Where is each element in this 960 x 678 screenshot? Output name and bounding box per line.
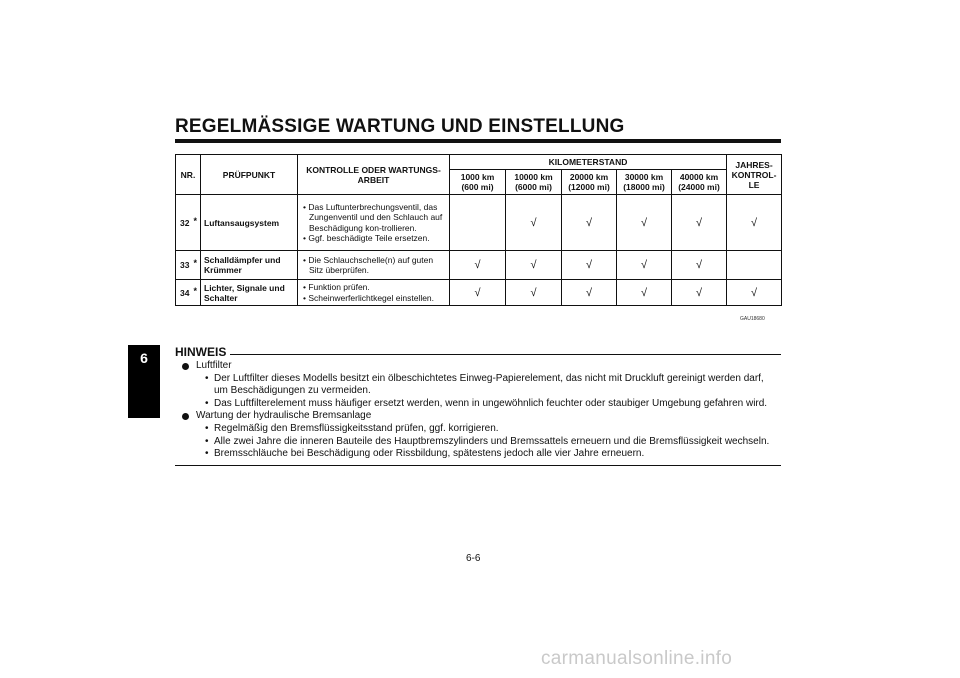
maintenance-table xyxy=(175,154,782,306)
header-nr: NR. xyxy=(176,155,201,195)
list-item: • Der Luftfilter dieses Modells besitzt ein ölbeschichtetes Einweg-Papierelement, das nicht mit Druckluft gereinigt werden darf, um Beschädigungen zu vermeiden. xyxy=(196,373,780,398)
check-cell xyxy=(727,251,782,280)
header-annual: JAHRES-KONTROL-LE xyxy=(727,155,782,195)
table-row xyxy=(176,280,782,306)
chapter-tab xyxy=(128,345,160,418)
header-km-3: 20000 km (12000 mi) xyxy=(562,170,617,195)
check-cell: √ xyxy=(617,280,672,306)
note-title-rule xyxy=(230,354,781,355)
check-cell: √ xyxy=(562,280,617,306)
check-cell: √ xyxy=(506,280,562,306)
page-number: 6-6 xyxy=(466,553,481,564)
header-km-5: 40000 km (24000 mi) xyxy=(672,170,727,195)
table-row xyxy=(176,195,782,251)
note-group xyxy=(182,360,780,410)
watermark-link[interactable]: carmanualsonline.info xyxy=(541,648,733,669)
table-header-row xyxy=(176,155,782,170)
list-item: • Alle zwei Jahre die inneren Bauteile des Hauptbremszylinders und Bremssattels erneuern und die Bremsflüssigkeit wechseln. xyxy=(196,436,780,449)
row-task: • Funktion prüfen. • Scheinwerferlichtkegel einstellen. xyxy=(298,280,450,306)
row-point: Lichter, Signale und Schalter xyxy=(201,280,298,306)
bullet-icon xyxy=(182,363,189,370)
note-body xyxy=(182,360,780,461)
check-cell: √ xyxy=(617,251,672,280)
note-bottom-rule xyxy=(175,465,781,466)
note-title: HINWEIS xyxy=(175,345,227,359)
check-cell xyxy=(450,195,506,251)
row-nr: 32 * xyxy=(176,195,201,251)
page-title: REGELMÄSSIGE WARTUNG UND EINSTELLUNG xyxy=(175,116,625,137)
table-row xyxy=(176,251,782,280)
header-task: KONTROLLE ODER WARTUNGS-ARBEIT xyxy=(298,155,450,195)
header-point: PRÜFPUNKT xyxy=(201,155,298,195)
title-rule xyxy=(175,139,781,143)
row-point: Luftansaugsystem xyxy=(201,195,298,251)
note-group-heading: Wartung der hydraulische Bremsanlage xyxy=(196,410,372,422)
list-item: • Bremsschläuche bei Beschädigung oder Rissbildung, spätestens jedoch alle vier Jahre erneuern. xyxy=(196,448,780,461)
list-item: • Das Luftfilterelement muss häufiger ersetzt werden, wenn in ungewöhnlich feuchter oder staubiger Umgebung gefahren wird. xyxy=(196,398,780,411)
list-item: • Regelmäßig den Bremsflüssigkeitsstand prüfen, ggf. korrigieren. xyxy=(196,423,780,436)
check-cell: √ xyxy=(672,280,727,306)
check-cell: √ xyxy=(727,280,782,306)
check-cell: √ xyxy=(672,195,727,251)
check-cell: √ xyxy=(562,195,617,251)
note-group-heading: Luftfilter xyxy=(196,360,232,371)
check-cell: √ xyxy=(672,251,727,280)
row-nr: 33 * xyxy=(176,251,201,280)
reference-code: GAU18680 xyxy=(740,316,765,322)
check-cell: √ xyxy=(506,195,562,251)
row-point: Schalldämpfer und Krümmer xyxy=(201,251,298,280)
bullet-icon xyxy=(182,413,189,420)
check-cell: √ xyxy=(506,251,562,280)
check-cell: √ xyxy=(450,280,506,306)
header-km-1: 1000 km (600 mi) xyxy=(450,170,506,195)
header-km-2: 10000 km (6000 mi) xyxy=(506,170,562,195)
header-km-4: 30000 km (18000 mi) xyxy=(617,170,672,195)
check-cell: √ xyxy=(562,251,617,280)
check-cell: √ xyxy=(617,195,672,251)
header-km-group: KILOMETERSTAND xyxy=(450,155,727,170)
check-cell: √ xyxy=(727,195,782,251)
chapter-number: 6 xyxy=(128,345,160,418)
row-task: • Die Schlauchschelle(n) auf guten Sitz überprüfen. xyxy=(298,251,450,280)
note-group xyxy=(182,410,780,460)
row-task: • Das Luftunterbrechungsventil, das Zungenventil und den Schlauch auf Beschädigung kon-trollieren. • Ggf. beschädigte Teile ersetzen. xyxy=(298,195,450,251)
check-cell: √ xyxy=(450,251,506,280)
row-nr: 34 * xyxy=(176,280,201,306)
